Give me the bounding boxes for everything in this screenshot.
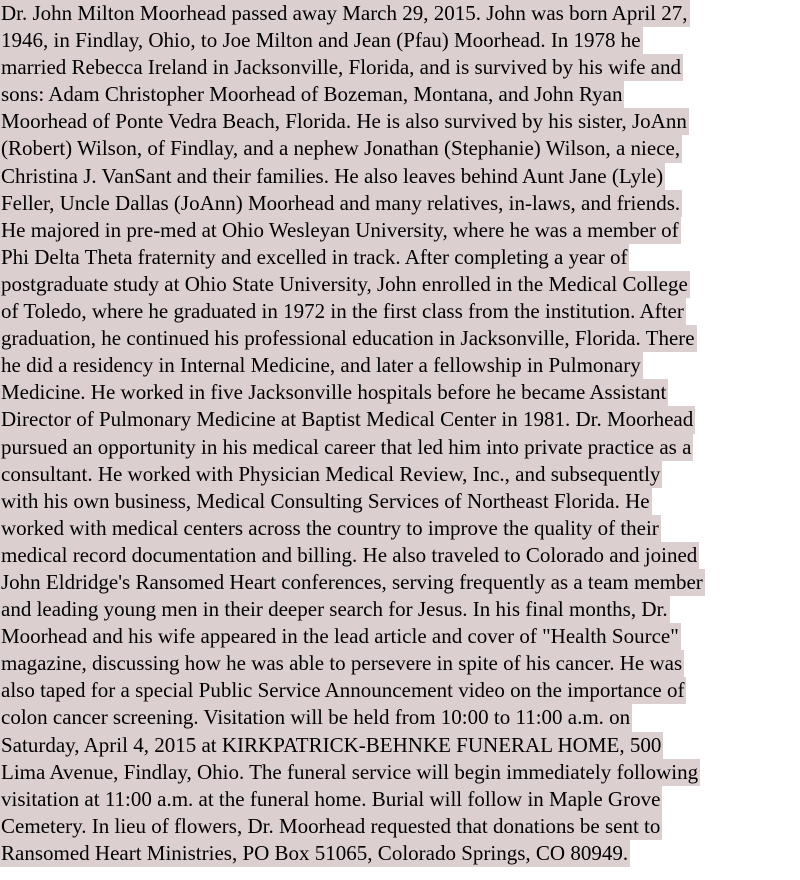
text-line-31: Cemetery. In lieu of flowers, Dr. Moorhead requested that donations be sent to bbox=[0, 813, 800, 840]
text-line-30: visitation at 11:00 a.m. at the funeral home. Burial will follow in Maple Grove bbox=[0, 786, 800, 813]
text-line-26: also taped for a special Public Service Announcement video on the importance of bbox=[0, 677, 800, 704]
text-line-23: and leading young men in their deeper search for Jesus. In his final months, Dr. bbox=[0, 596, 800, 623]
text-line-13: graduation, he continued his professional education in Jacksonville, Florida. There bbox=[0, 325, 800, 352]
text-line-14: he did a residency in Internal Medicine, and later a fellowship in Pulmonary bbox=[0, 352, 800, 379]
text-line-11: postgraduate study at Ohio State University, John enrolled in the Medical College bbox=[0, 271, 800, 298]
text-line-8: Feller, Uncle Dallas (JoAnn) Moorhead and many relatives, in-laws, and friends. bbox=[0, 190, 800, 217]
text-line-22: John Eldridge's Ransomed Heart conferences, serving frequently as a team member bbox=[0, 569, 800, 596]
text-line-12: of Toledo, where he graduated in 1972 in the first class from the institution. After bbox=[0, 298, 800, 325]
text-line-4: sons: Adam Christopher Moorhead of Bozeman, Montana, and John Ryan bbox=[0, 81, 800, 108]
text-line-24: Moorhead and his wife appeared in the lead article and cover of "Health Source" bbox=[0, 623, 800, 650]
text-line-2: 1946, in Findlay, Ohio, to Joe Milton and Jean (Pfau) Moorhead. In 1978 he bbox=[0, 27, 800, 54]
text-line-7: Christina J. VanSant and their families. He also leaves behind Aunt Jane (Lyle) bbox=[0, 163, 800, 190]
text-line-29: Lima Avenue, Findlay, Ohio. The funeral service will begin immediately following bbox=[0, 759, 800, 786]
text-line-16: Director of Pulmonary Medicine at Baptist Medical Center in 1981. Dr. Moorhead bbox=[0, 406, 800, 433]
text-line-6: (Robert) Wilson, of Findlay, and a nephew Jonathan (Stephanie) Wilson, a niece, bbox=[0, 135, 800, 162]
text-line-18: consultant. He worked with Physician Medical Review, Inc., and subsequently bbox=[0, 461, 800, 488]
text-line-28: Saturday, April 4, 2015 at KIRKPATRICK-BEHNKE FUNERAL HOME, 500 bbox=[0, 732, 800, 759]
text-line-1: Dr. John Milton Moorhead passed away March 29, 2015. John was born April 27, bbox=[0, 0, 800, 27]
text-line-17: pursued an opportunity in his medical career that led him into private practice as a bbox=[0, 434, 800, 461]
text-line-19: with his own business, Medical Consulting Services of Northeast Florida. He bbox=[0, 488, 800, 515]
text-line-21: medical record documentation and billing. He also traveled to Colorado and joined bbox=[0, 542, 800, 569]
text-line-15: Medicine. He worked in five Jacksonville hospitals before he became Assistant bbox=[0, 379, 800, 406]
text-line-3: married Rebecca Ireland in Jacksonville, Florida, and is survived by his wife and bbox=[0, 54, 800, 81]
text-line-20: worked with medical centers across the country to improve the quality of their bbox=[0, 515, 800, 542]
text-line-5: Moorhead of Ponte Vedra Beach, Florida. He is also survived by his sister, JoAnn bbox=[0, 108, 800, 135]
text-line-25: magazine, discussing how he was able to persevere in spite of his cancer. He was bbox=[0, 650, 800, 677]
text-line-27: colon cancer screening. Visitation will be held from 10:00 to 11:00 a.m. on bbox=[0, 704, 800, 731]
text-line-32: Ransomed Heart Ministries, PO Box 51065, Colorado Springs, CO 80949. bbox=[0, 840, 800, 867]
text-line-10: Phi Delta Theta fraternity and excelled in track. After completing a year of bbox=[0, 244, 800, 271]
text-line-9: He majored in pre-med at Ohio Wesleyan University, where he was a member of bbox=[0, 217, 800, 244]
